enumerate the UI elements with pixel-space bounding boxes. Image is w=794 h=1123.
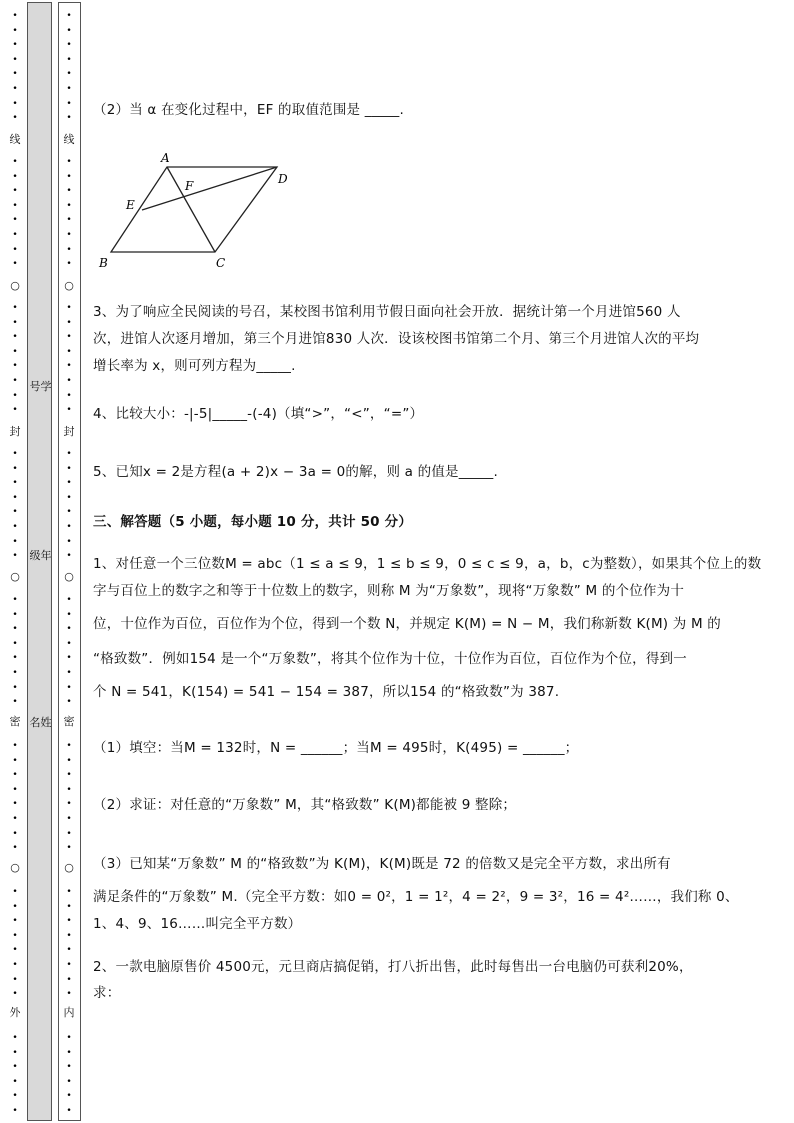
binding-dot: •	[66, 843, 72, 853]
binding-circle: ○	[64, 279, 74, 292]
binding-label: 外	[9, 1006, 21, 1019]
binding-dot: •	[66, 84, 72, 94]
binding-dot: •	[66, 405, 72, 415]
binding-dot: •	[12, 610, 18, 620]
binding-dot: •	[12, 376, 18, 386]
binding-dot: •	[12, 201, 18, 211]
binding-dot: •	[12, 26, 18, 36]
label-c: C	[216, 256, 226, 270]
binding-dot: •	[66, 157, 72, 167]
binding-dot: •	[12, 785, 18, 795]
binding-dot: •	[12, 741, 18, 751]
binding-dot: •	[66, 318, 72, 328]
binding-dot: •	[66, 595, 72, 605]
inner-border-left	[58, 2, 59, 1121]
binding-dot: •	[66, 11, 72, 21]
binding-dot: •	[12, 478, 18, 488]
binding-dot: •	[12, 245, 18, 255]
binding-dot: •	[66, 493, 72, 503]
binding-dot: •	[66, 201, 72, 211]
binding-dot: •	[66, 931, 72, 941]
binding-dot: •	[12, 770, 18, 780]
binding-dot: •	[12, 668, 18, 678]
parallelogram-figure	[95, 145, 295, 275]
binding-label: 密	[9, 715, 21, 728]
binding-dot: •	[12, 931, 18, 941]
binding-circle: ○	[10, 570, 20, 583]
binding-dot: •	[66, 69, 72, 79]
binding-dot: •	[12, 595, 18, 605]
binding-dot: •	[12, 493, 18, 503]
binding-dot: •	[12, 11, 18, 21]
binding-dot: •	[12, 814, 18, 824]
binding-dot: •	[66, 785, 72, 795]
binding-dot: •	[12, 259, 18, 269]
label-d: D	[278, 172, 288, 186]
binding-dot: •	[12, 507, 18, 517]
p2-line1: 2、一款电脑原售价 4500元，元旦商店搞促销，打八折出售，此时每售出一台电脑仍可获利20%，	[93, 959, 693, 975]
p1-line2: 字与百位上的数字之和等于十位数上的数字，则称 M 为“万象数”，现将“万象数” M 的个位作为十	[93, 583, 685, 599]
binding-circle: ○	[64, 570, 74, 583]
binding-dot: •	[66, 1091, 72, 1101]
binding-dot: •	[12, 1033, 18, 1043]
p1-line4: “格致数”．例如154 是一个“万象数”，将其个位作为十位，十位作为百位，百位作为个位，得到一	[93, 651, 687, 667]
binding-dot: •	[66, 989, 72, 999]
binding-dot: •	[12, 99, 18, 109]
binding-dot: •	[12, 1077, 18, 1087]
binding-dot: •	[12, 537, 18, 547]
binding-dot: •	[66, 537, 72, 547]
binding-dot: •	[66, 887, 72, 897]
p1-sub2: （2）求证：对任意的“万象数” M，其“格致数” K(M)都能被 9 整除；	[93, 797, 517, 813]
binding-dot: •	[66, 902, 72, 912]
binding-dot: •	[12, 215, 18, 225]
binding-dot: •	[66, 683, 72, 693]
q5: 5、已知x = 2是方程(a + 2)x − 3a = 0的解，则 a 的值是_____.	[93, 464, 498, 480]
binding-dot: •	[12, 40, 18, 50]
binding-dot: •	[66, 259, 72, 269]
binding-dot: •	[66, 697, 72, 707]
binding-dot: •	[66, 332, 72, 342]
binding-dot: •	[66, 522, 72, 532]
binding-dot: •	[12, 69, 18, 79]
binding-dot: •	[12, 697, 18, 707]
binding-dot: •	[12, 1106, 18, 1116]
parallelogram-abcd	[111, 167, 277, 252]
binding-dot: •	[12, 551, 18, 561]
binding-dot: •	[66, 610, 72, 620]
binding-dot: •	[66, 756, 72, 766]
binding-dot: •	[66, 99, 72, 109]
binding-dot: •	[66, 245, 72, 255]
binding-dot: •	[12, 464, 18, 474]
p1-sub3-line2: 满足条件的“万象数” M.（完全平方数：如0 = 0²，1 = 1²，4 = 2²，9 = 3²，16 = 4²……，我们称 0、	[93, 889, 739, 905]
binding-dot: •	[66, 55, 72, 65]
binding-dot: •	[12, 84, 18, 94]
binding-dot: •	[66, 960, 72, 970]
binding-dot: •	[66, 303, 72, 313]
binding-dot: •	[12, 975, 18, 985]
binding-dot: •	[12, 405, 18, 415]
q4: 4、比较大小：-|-5|_____-(-4)（填“>”，“<”，“=”）	[93, 406, 424, 422]
binding-circle: ○	[10, 861, 20, 874]
inner-binding-column	[63, 0, 75, 1123]
binding-dot: •	[66, 26, 72, 36]
label-a: A	[161, 151, 170, 165]
binding-dot: •	[12, 1062, 18, 1072]
binding-dot: •	[66, 1033, 72, 1043]
binding-dot: •	[66, 551, 72, 561]
binding-dot: •	[12, 318, 18, 328]
binding-dot: •	[66, 186, 72, 196]
section3-heading: 三、解答题（5 小题，每小题 10 分，共计 50 分）	[93, 514, 413, 530]
binding-dot: •	[12, 449, 18, 459]
binding-dot: •	[12, 945, 18, 955]
binding-dot: •	[12, 639, 18, 649]
binding-dot: •	[12, 653, 18, 663]
binding-dot: •	[12, 829, 18, 839]
binding-label: 密	[63, 715, 75, 728]
binding-dot: •	[12, 624, 18, 634]
binding-dot: •	[12, 55, 18, 65]
binding-dot: •	[12, 960, 18, 970]
binding-dot: •	[12, 1091, 18, 1101]
label-b: B	[99, 256, 108, 270]
binding-dot: •	[12, 113, 18, 123]
binding-dot: •	[66, 1048, 72, 1058]
binding-dot: •	[66, 814, 72, 824]
q3-line2: 次，进馆人次逐月增加，第三个月进馆830 人次．设该校图书馆第二个月、第三个月进馆人次的平均	[93, 331, 700, 347]
binding-dot: •	[66, 945, 72, 955]
binding-dot: •	[12, 902, 18, 912]
q3-line1: 3、为了响应全民阅读的号召，某校图书馆利用节假日面向社会开放．据统计第一个月进馆560 人	[93, 304, 681, 320]
binding-dot: •	[12, 916, 18, 926]
binding-label: 线	[9, 133, 21, 146]
binding-label: 线	[63, 133, 75, 146]
outer-binding-column	[9, 0, 21, 1123]
binding-dot: •	[66, 230, 72, 240]
binding-dot: •	[12, 799, 18, 809]
field-label-id: 号学	[29, 380, 52, 393]
p1-sub1: （1）填空：当M = 132时，N = ______；当M = 495时，K(495) = ______；	[93, 740, 579, 756]
binding-dot: •	[12, 522, 18, 532]
binding-dot: •	[66, 172, 72, 182]
binding-circle: ○	[64, 861, 74, 874]
binding-dot: •	[66, 391, 72, 401]
p1-sub3-line1: （3）已知某“万象数” M 的“格致数”为 K(M)，K(M)既是 72 的倍数又是完全平方数，求出所有	[93, 856, 671, 872]
p1-line5: 个 N = 541，K(154) = 541 − 154 = 387，所以154 的“格致数”为 387.	[93, 684, 560, 700]
binding-dot: •	[66, 975, 72, 985]
binding-dot: •	[66, 449, 72, 459]
binding-dot: •	[66, 464, 72, 474]
binding-dot: •	[66, 916, 72, 926]
binding-dot: •	[66, 1062, 72, 1072]
binding-dot: •	[12, 843, 18, 853]
binding-dot: •	[66, 347, 72, 357]
student-info-band	[27, 2, 52, 1121]
binding-dot: •	[12, 230, 18, 240]
binding-dot: •	[66, 1077, 72, 1087]
binding-dot: •	[12, 1048, 18, 1058]
binding-dot: •	[66, 361, 72, 371]
binding-label: 内	[63, 1006, 75, 1019]
binding-dot: •	[12, 391, 18, 401]
binding-label: 封	[9, 425, 21, 438]
binding-dot: •	[66, 624, 72, 634]
binding-dot: •	[66, 741, 72, 751]
binding-dot: •	[66, 799, 72, 809]
binding-dot: •	[12, 303, 18, 313]
binding-dot: •	[12, 332, 18, 342]
field-label-grade: 级年	[29, 549, 52, 562]
binding-dot: •	[12, 157, 18, 167]
binding-dot: •	[12, 347, 18, 357]
binding-dot: •	[12, 989, 18, 999]
binding-dot: •	[66, 40, 72, 50]
binding-dot: •	[66, 770, 72, 780]
inner-border-right	[80, 2, 81, 1121]
binding-dot: •	[66, 1106, 72, 1116]
binding-dot: •	[66, 653, 72, 663]
binding-dot: •	[66, 376, 72, 386]
binding-dot: •	[66, 215, 72, 225]
binding-circle: ○	[10, 279, 20, 292]
binding-dot: •	[66, 478, 72, 488]
p2-line2: 求：	[93, 985, 121, 1001]
q2-sub2: （2）当 α 在变化过程中，EF 的取值范围是 _____.	[93, 102, 404, 118]
p1-line3: 位，十位作为百位，百位作为个位，得到一个数 N，并规定 K(M) = N − M，我们称新数 K(M) 为 M 的	[93, 616, 721, 632]
binding-label: 封	[63, 425, 75, 438]
p1-sub3-line3: 1、4、9、16……叫完全平方数）	[93, 916, 302, 932]
binding-dot: •	[66, 639, 72, 649]
binding-dot: •	[66, 668, 72, 678]
label-e: E	[126, 198, 135, 212]
binding-dot: •	[12, 683, 18, 693]
p1-line1: 1、对任意一个三位数M = abc（1 ≤ a ≤ 9，1 ≤ b ≤ 9，0 ≤ c ≤ 9，a，b，c为整数），如果其个位上的数	[93, 556, 762, 572]
binding-dot: •	[66, 113, 72, 123]
q3-line3: 增长率为 x，则可列方程为_____.	[93, 358, 296, 374]
binding-dot: •	[66, 829, 72, 839]
binding-dot: •	[66, 507, 72, 517]
field-label-name: 名姓	[29, 716, 52, 729]
binding-dot: •	[12, 756, 18, 766]
binding-dot: •	[12, 186, 18, 196]
label-f: F	[185, 179, 194, 193]
binding-dot: •	[12, 361, 18, 371]
binding-dot: •	[12, 172, 18, 182]
binding-dot: •	[12, 887, 18, 897]
